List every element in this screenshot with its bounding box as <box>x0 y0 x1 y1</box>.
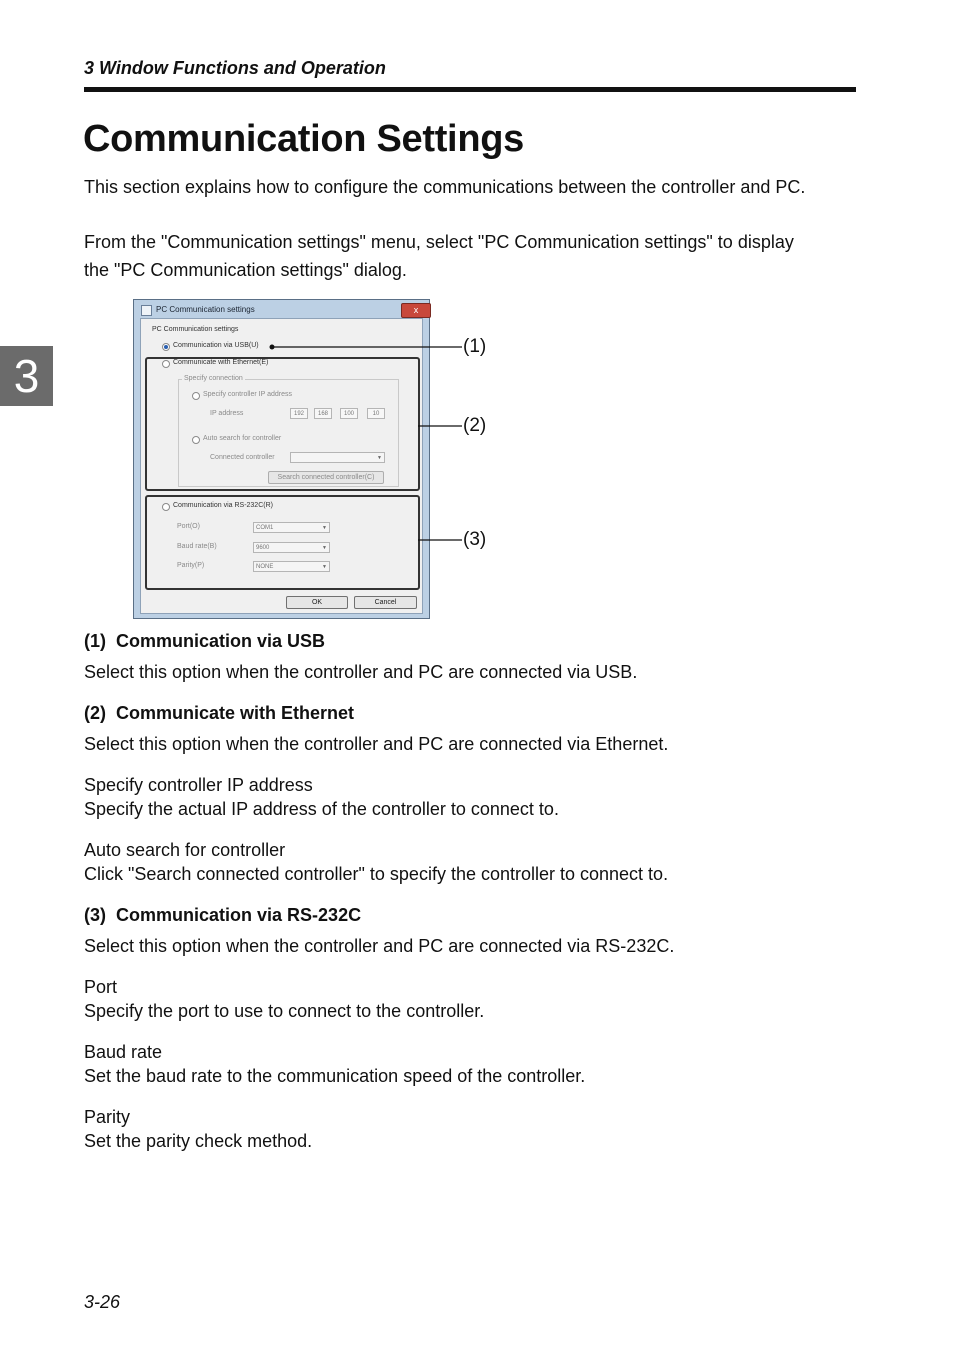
section-3-num: (3) <box>84 905 106 925</box>
instruction-line-2: the "PC Communication settings" dialog. <box>84 260 407 280</box>
rs232c-radio[interactable] <box>162 503 170 511</box>
callout-1: (1) <box>463 336 487 357</box>
parity-value: NONE <box>256 564 274 570</box>
ethernet-desc-2: Click "Search connected controller" to specify the controller to connect to. <box>84 864 669 884</box>
section-3-title: Communication via RS-232C <box>116 905 362 925</box>
specify-ip-label: Specify controller IP address <box>203 391 292 398</box>
callout-2: (2) <box>463 415 487 436</box>
chevron-down-icon: ▼ <box>322 525 327 531</box>
parity-select[interactable] <box>253 561 330 572</box>
ethernet-option-label: Communicate with Ethernet(E) <box>173 359 269 366</box>
section-2-num: (2) <box>84 703 106 723</box>
group-label: PC Communication settings <box>152 326 239 333</box>
callout-lines <box>260 330 470 560</box>
ethernet-desc-1: Specify the actual IP address of the controller to connect to. <box>84 799 559 819</box>
ethernet-term-1: Specify controller IP address <box>84 775 313 795</box>
ok-button[interactable]: OK <box>286 596 348 609</box>
port-value: COM1 <box>256 525 274 531</box>
ip-address-label: IP address <box>210 410 244 417</box>
page-title: Communication Settings <box>83 118 524 160</box>
dialog-title: PC Communication settings <box>156 305 255 314</box>
section-3-heading <box>84 905 361 926</box>
usb-option-label: Communication via USB(U) <box>173 342 259 349</box>
auto-search-radio[interactable] <box>192 436 200 444</box>
section-2-title: Communicate with Ethernet <box>116 703 355 723</box>
ethernet-term-2: Auto search for controller <box>84 840 286 860</box>
close-icon[interactable]: x <box>401 303 431 318</box>
ip-octet-1[interactable]: 192 <box>290 408 308 419</box>
baud-value: 9600 <box>256 545 270 551</box>
page-number: 3-26 <box>84 1292 121 1312</box>
chevron-down-icon: ▼ <box>322 564 327 570</box>
dialog-title-bar <box>138 302 426 318</box>
running-head: 3 Window Functions and Operation <box>84 58 386 78</box>
chevron-down-icon: ▼ <box>322 545 327 551</box>
rs232c-term-3: Parity <box>84 1107 131 1127</box>
section-1-text: Select this option when the controller and PC are connected via USB. <box>84 662 638 682</box>
intro-text: This section explains how to configure the communications between the controller and PC. <box>84 177 806 197</box>
header-rule <box>84 87 856 92</box>
parity-label: Parity(P) <box>177 562 205 569</box>
auto-search-label: Auto search for controller <box>203 435 282 442</box>
section-2-heading <box>84 703 354 724</box>
rs232c-desc-3: Set the parity check method. <box>84 1131 313 1151</box>
rs232c-desc-2: Set the baud rate to the communication speed of the controller. <box>84 1066 586 1086</box>
cancel-button[interactable]: Cancel <box>354 596 417 609</box>
callout-3: (3) <box>463 529 487 550</box>
chapter-tab: 3 <box>0 346 53 406</box>
rs232c-term-1: Port <box>84 977 118 997</box>
chevron-down-icon: ▼ <box>377 455 382 461</box>
connected-controller-label: Connected controller <box>210 454 275 461</box>
ip-octet-3[interactable]: 100 <box>340 408 358 419</box>
instruction-line-1: From the "Communication settings" menu, select "PC Communication settings" to display <box>84 232 794 252</box>
port-label: Port(O) <box>177 523 200 530</box>
ethernet-radio[interactable] <box>162 360 170 368</box>
section-1-heading <box>84 631 325 652</box>
section-1-num: (1) <box>84 631 106 651</box>
baud-rate-label: Baud rate(B) <box>177 543 217 550</box>
specify-ip-radio[interactable] <box>192 392 200 400</box>
window-icon <box>141 305 152 316</box>
rs232c-term-2: Baud rate <box>84 1042 163 1062</box>
search-controller-button[interactable]: Search connected controller(C) <box>268 471 384 484</box>
ip-octet-4[interactable]: 10 <box>367 408 385 419</box>
rs232c-desc-1: Specify the port to use to connect to the controller. <box>84 1001 485 1021</box>
section-3-text: Select this option when the controller and PC are connected via RS-232C. <box>84 936 675 956</box>
ip-octet-2[interactable]: 168 <box>314 408 332 419</box>
section-2-text: Select this option when the controller and PC are connected via Ethernet. <box>84 734 669 754</box>
section-1-title: Communication via USB <box>116 631 326 651</box>
specify-connection-label: Specify connection <box>184 375 243 382</box>
rs232c-option-label: Communication via RS-232C(R) <box>173 502 273 509</box>
usb-radio[interactable] <box>162 343 170 351</box>
